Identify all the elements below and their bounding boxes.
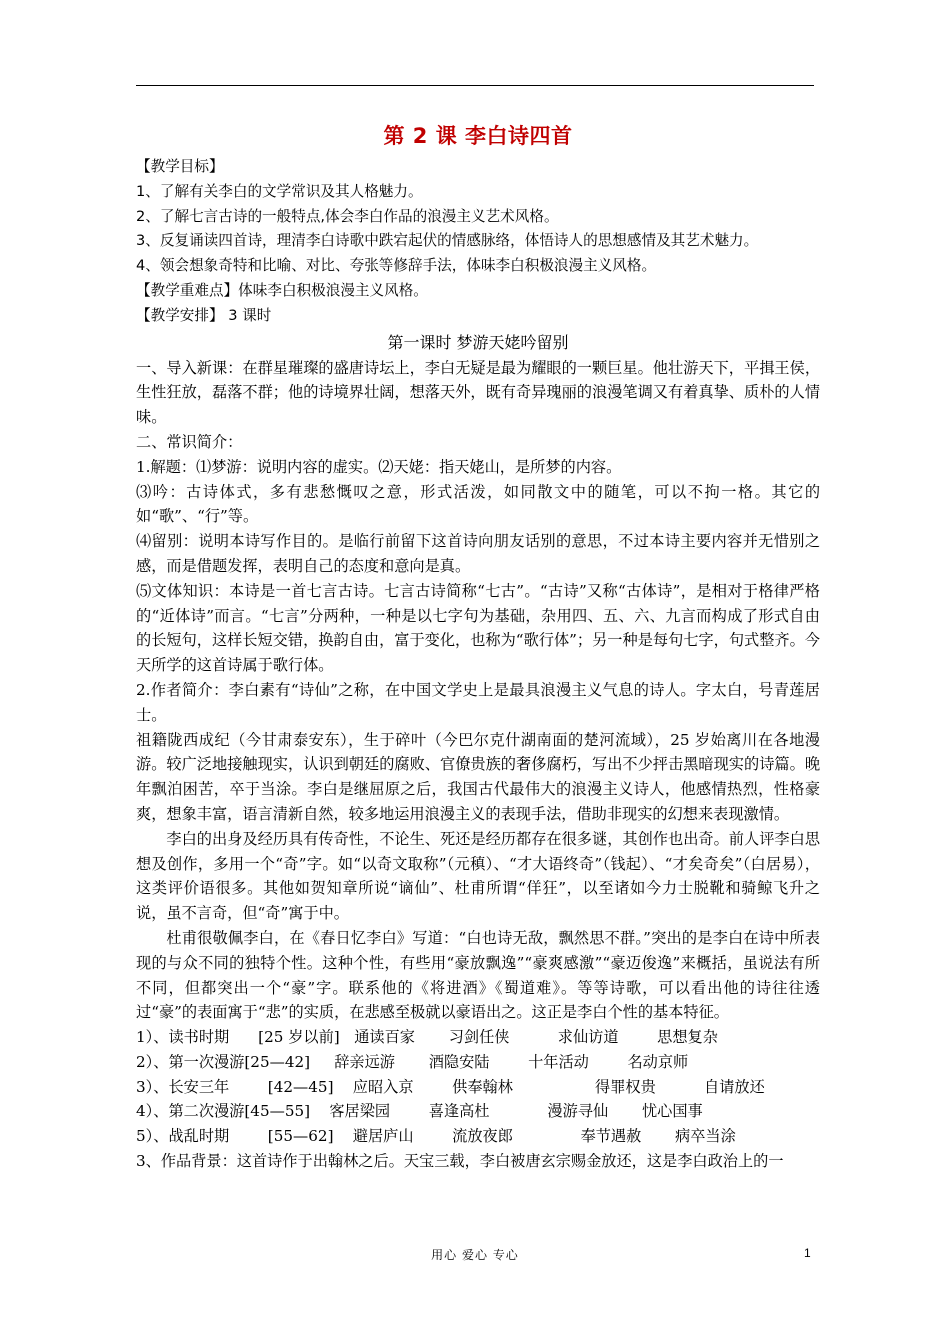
timeline-item-3: 3）、长安三年 [42—45] 应昭入京 供奉翰林 得罪权贵 自请放还 <box>136 1077 765 1096</box>
intro-paragraph: 一、导入新课：在群星璀璨的盛唐诗坛上，李白无疑是最为耀眼的一颗巨星。他壮游天下，平揖王侯，生性狂放，磊落不群；他的诗境界壮阔，想落天外，既有奇异瑰丽的浪漫笔调又有着真挚、质朴的人情味。 <box>136 358 820 427</box>
key-points: 【教学重难点】体味李白积极浪漫主义风格。 <box>136 281 428 299</box>
knowledge-title-note: 1.解题：⑴梦游：说明内容的虚实。⑵天姥：指天姥山，是所梦的内容。 <box>136 457 622 476</box>
timeline-item-1: 1）、读书时期 [25 岁以前] 通读百家 习剑任侠 求仙访道 思想复杂 <box>136 1028 718 1047</box>
objective-item-2: 2、了解七言古诗的一般特点,体会李白作品的浪漫主义艺术风格。 <box>136 207 559 225</box>
page-title: 第 2 课 李白诗四首 <box>383 124 573 148</box>
timeline-item-2: 2）、第一次漫游[25—42] 辞亲远游 酒隐安陆 十年活动 名动京师 <box>136 1052 689 1071</box>
knowledge-yin-note: ⑶吟：古诗体式，多有悲愁慨叹之意，形式活泼，如同散文中的随笔，可以不拘一格。其它的如“歌”、“行”等。 <box>136 482 820 526</box>
objective-item-4: 4、领会想象奇特和比喻、对比、夸张等修辞手法，体味李白积极浪漫主义风格。 <box>136 257 657 275</box>
objectives-header: 【教学目标】 <box>136 158 224 175</box>
timeline-item-5: 5）、战乱时期 [55—62] 避居庐山 流放夜郎 奉节遇赦 病卒当涂 <box>136 1127 736 1146</box>
author-biography: 祖籍陇西成纪（今甘肃泰安东），生于碎叶（今巴尔克什湖南面的楚河流域），25 岁始离川在各地漫游。较广泛地接触现实，认识到朝廷的腐败、官僚贵族的奢侈腐朽，写出不少抨击黑暗现实的诗篇。晚年飘泊困苦，卒于当涂。李白是继屈原之后，我国古代最伟大的浪漫主义诗人，他感情热烈，性格豪爽，想象丰富，语言清新自然，较多地运用浪漫主义的表现手法，借助非现实的幻想来表现激情。 <box>136 730 820 823</box>
header-rule <box>136 85 814 86</box>
knowledge-genre-note: ⑸文体知识：本诗是一首七言古诗。七言古诗简称“七古”。“古诗”又称“古体诗”，是相对于格律严格的“近体诗”而言。“七言”分两种，一种是以七字句为基础，杂用四、五、六、九言而构成了形式自由的长短句，这样长短交错，换韵自由，富于变化，也称为“歌行体”；另一种是每句七字，句式整齐。今天所学的这首诗属于歌行体。 <box>136 581 820 675</box>
page-content <box>136 118 820 1174</box>
timeline-item-4: 4）、第二次漫游[45—55] 客居梁园 喜逢高杜 漫游寻仙 忧心国事 <box>136 1102 703 1121</box>
knowledge-header: 二、常识简介： <box>136 432 243 451</box>
page-number: 1 <box>804 1246 811 1260</box>
author-personality: 杜甫很敬佩李白，在《春日忆李白》写道：“白也诗无敌，飘然思不群。”突出的是李白在诗中所表现的与众不同的独特个性。这种个性，有些用“豪放飘逸”“豪爽感激”“豪迈俊逸”来概括，虽说法有所不同，但都突出一个“豪”字。联系他的《将进酒》《蜀道难》。等等诗歌，可以看出他的诗往往透过“豪”的表面寓于“悲”的实质，在悲感至极就以豪语出之。这正是李白个性的基本特征。 <box>136 928 820 1022</box>
schedule: 【教学安排】 3 课时 <box>136 306 272 324</box>
page-footer: 用心 爱心 专心 <box>431 1248 519 1262</box>
author-legend: 李白的出身及经历具有传奇性，不论生、死还是经历都存在很多谜，其创作也出奇。前人评李白思想及创作，多用一个“奇”字。如“以奇文取称”（元稹）、“才大语终奇”（钱起）、“才矣奇矣”（白居易），这类评价语很多。其他如贺知章所说“谪仙”、杜甫所谓“佯狂”，以至诸如今力士脱靴和骑鲸飞升之说，虽不言奇，但“奇”寓于中。 <box>136 829 820 923</box>
work-background: 3、作品背景：这首诗作于出翰林之后。天宝三载，李白被唐玄宗赐金放还，这是李白政治上的一 <box>136 1152 784 1171</box>
lesson-heading: 第一课时 梦游天姥吟留别 <box>387 332 569 352</box>
author-intro: 2.作者简介：李白素有“诗仙”之称，在中国文学史上是最具浪漫主义气息的诗人。字太白，号青莲居士。 <box>136 680 820 724</box>
objective-item-3: 3、反复诵读四首诗，理清李白诗歌中跌宕起伏的情感脉络，体悟诗人的思想感情及其艺术魅力。 <box>136 232 759 250</box>
objective-item-1: 1、了解有关李白的文学常识及其人格魅力。 <box>136 182 423 200</box>
knowledge-liubie-note: ⑷留别：说明本诗写作目的。是临行前留下这首诗向朋友话别的意思，不过本诗主要内容并无惜别之感，而是借题发挥，表明自己的态度和意向是真。 <box>136 532 820 575</box>
